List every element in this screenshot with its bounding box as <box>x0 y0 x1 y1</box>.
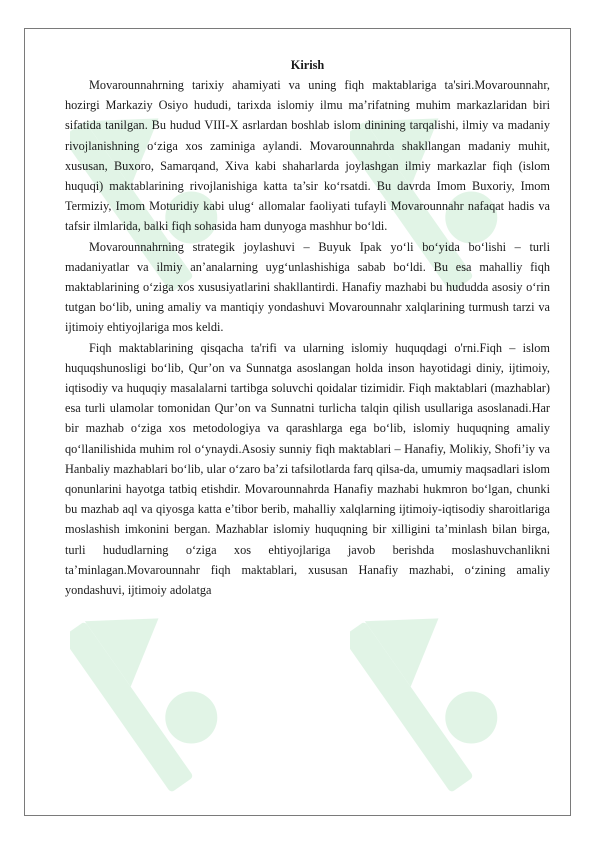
document-body <box>65 55 550 600</box>
paragraph: Fiqh maktablarining qisqacha ta'rifi va ularning islomiy huquqdagi o'rni.Fiqh – islom huquqshunosligi bo‘lib, Qur’on va Sunnatga asoslangan holda inson hayotidagi diniy, ijtimoiy, iqtisodiy va huquqiy masalalarni tartibga soluvchi qoidalar tizimidir. Fiqh maktablari (mazhablar) esa turli ulamolar tomonidan Qur’on va Sunnatni turlicha talqin qilish usullariga asoslanadi.Har bir mazhab o‘ziga xos metodologiya va qarashlarga ega bo‘lib, islomiy huquqning amaliy qo‘llanilishida muhim rol o‘ynaydi.Asosiy sunniy fiqh maktablari – Hanafiy, Molikiy, Shofi’iy va Hanbaliy mazhablari bo‘lib, ular o‘zaro ba’zi tafsilotlarda farq qilsa-da, umumiy maqsadlari islom qonunlarini hayotga tatbiq etishdir. Movarounnahrda Hanafiy mazhabi hukmron bo‘lgan, chunki bu mazhab aql va qiyosga katta e’tibor berib, mahalliy xalqlarning ijtimoiy-iqtisodiy sharoitlariga moslashish imkonini bergan. Mazhablar islomiy huquqning bir xilligini ta’minlash bilan birga, turli hududlarning o‘ziga xos ehtiyojlariga javob berishda moslashuvchanlikni ta’minlagan.Movarounnahr fiqh maktablari, xususan Hanafiy mazhabi, o‘zining amaliy yondashuvi, ijtimoiy adolatga <box>65 340 550 598</box>
paragraph: Movarounnahrning tarixiy ahamiyati va uning fiqh maktablariga ta'siri.Movarounnahr, hozirgi Markaziy Osiyo hududi, tarixda islomiy ilmu ma’rifatning muhim markazlaridan biri sifatida tanilgan. Bu hudud VIII-X asrlardan boshlab islom dinining tarqalishi, ilmiy va madaniy rivojlanishning o‘ziga xos zaminiga aylandi. Movarounnahrda shakllangan madaniy muhit, xususan, Buxoro, Samarqand, Xiva kabi shaharlarda joylashgan ilmiy markazlar fiqh (islom huquqi) maktablarining rivojlanishiga katta ta’sir ko‘rsatdi. Bu davrda Imom Buxoriy, Imom Termiziy, Imom Moturidiy kabi ulug‘ allomalar faoliyati tufayli Movarounnahr nafaqat hadis va tafsir ilmlarida, balki fiqh sohasida ham dunyoga mashhur bo‘ldi. <box>65 78 550 234</box>
paragraph: Movarounnahrning strategik joylashuvi – Buyuk Ipak yo‘li bo‘yida bo‘lishi – turli madaniyatlar va ilmiy an’analarning uyg‘unlashishiga sabab bo‘ldi. Bu esa mahalliy fiqh maktablarining o‘ziga xos xususiyatlarini shakllantirdi. Hanafiy mazhabi bu hududda asosiy o‘rin tutgan bo‘lib, uning amaliy va mantiqiy yondashuvi Movarounnahr xalqlarining turmush tarzi va ijtimoiy ehtiyojlariga mos keldi. <box>65 239 550 335</box>
section-title: Kirish <box>290 58 325 72</box>
